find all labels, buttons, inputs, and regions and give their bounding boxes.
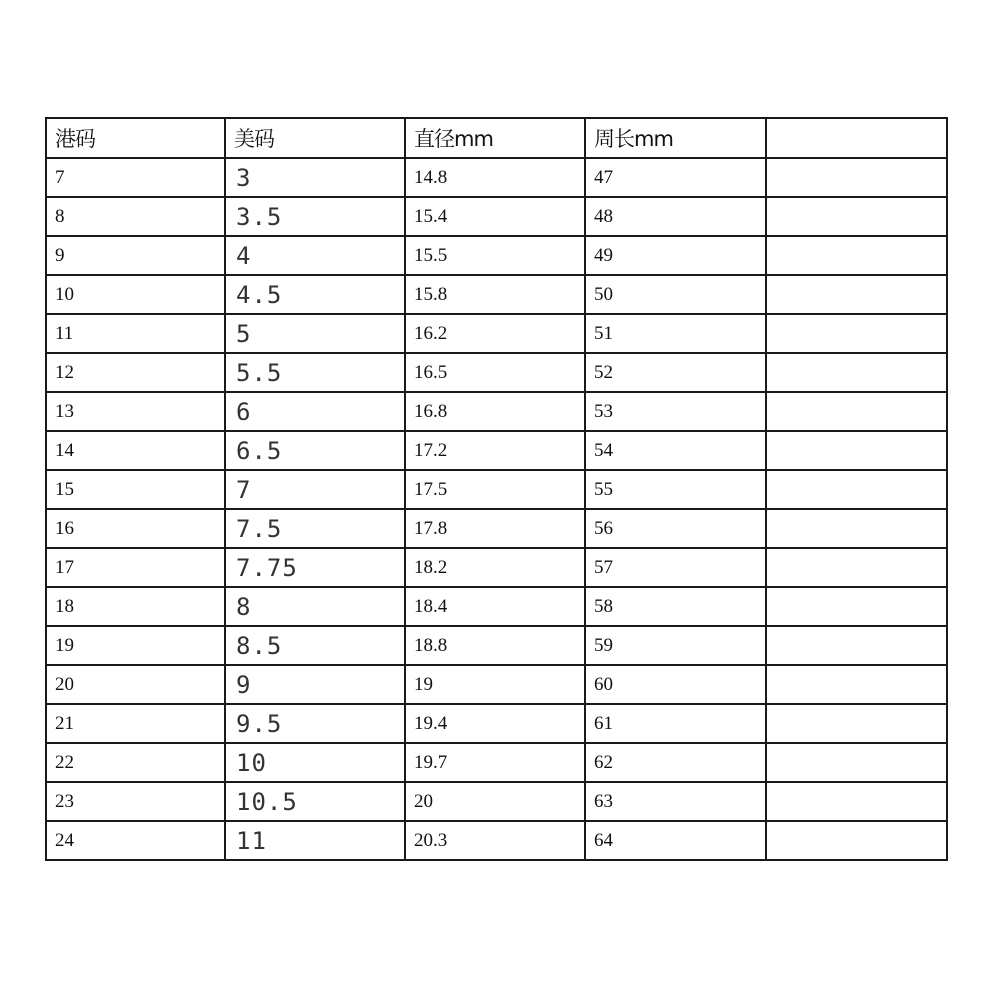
cell-circumference: 47 xyxy=(585,158,766,197)
table-row xyxy=(46,470,947,509)
cell-empty xyxy=(766,314,947,353)
cell-diameter: 17.8 xyxy=(405,509,585,548)
cell-empty xyxy=(766,587,947,626)
cell-hk-size: 11 xyxy=(46,314,225,353)
cell-diameter: 19 xyxy=(405,665,585,704)
cell-hk-size: 23 xyxy=(46,782,225,821)
cell-us-size: 8 xyxy=(225,587,405,626)
cell-circumference: 62 xyxy=(585,743,766,782)
table-row xyxy=(46,158,947,197)
cell-us-size: 6.5 xyxy=(225,431,405,470)
table-row xyxy=(46,665,947,704)
cell-circumference: 48 xyxy=(585,197,766,236)
cell-us-size: 9 xyxy=(225,665,405,704)
table-row xyxy=(46,197,947,236)
cell-circumference: 49 xyxy=(585,236,766,275)
cell-hk-size: 21 xyxy=(46,704,225,743)
cell-hk-size: 12 xyxy=(46,353,225,392)
cell-us-size: 4.5 xyxy=(225,275,405,314)
cell-diameter: 20 xyxy=(405,782,585,821)
cell-us-size: 6 xyxy=(225,392,405,431)
cell-circumference: 53 xyxy=(585,392,766,431)
cell-diameter: 16.2 xyxy=(405,314,585,353)
cell-empty xyxy=(766,392,947,431)
cell-hk-size: 14 xyxy=(46,431,225,470)
cell-diameter: 18.8 xyxy=(405,626,585,665)
table-row xyxy=(46,704,947,743)
cell-hk-size: 18 xyxy=(46,587,225,626)
cell-diameter: 19.4 xyxy=(405,704,585,743)
cell-diameter: 16.8 xyxy=(405,392,585,431)
cell-circumference: 54 xyxy=(585,431,766,470)
cell-us-size: 5 xyxy=(225,314,405,353)
cell-us-size: 4 xyxy=(225,236,405,275)
cell-hk-size: 16 xyxy=(46,509,225,548)
cell-us-size: 3.5 xyxy=(225,197,405,236)
cell-us-size: 5.5 xyxy=(225,353,405,392)
cell-diameter: 15.8 xyxy=(405,275,585,314)
cell-circumference: 61 xyxy=(585,704,766,743)
header-empty xyxy=(766,118,947,158)
cell-empty xyxy=(766,782,947,821)
cell-us-size: 3 xyxy=(225,158,405,197)
cell-diameter: 16.5 xyxy=(405,353,585,392)
header-row xyxy=(46,118,947,158)
cell-hk-size: 10 xyxy=(46,275,225,314)
cell-us-size: 10 xyxy=(225,743,405,782)
cell-hk-size: 15 xyxy=(46,470,225,509)
cell-empty xyxy=(766,470,947,509)
table-row xyxy=(46,743,947,782)
cell-circumference: 63 xyxy=(585,782,766,821)
cell-empty xyxy=(766,821,947,860)
table-row xyxy=(46,821,947,860)
cell-empty xyxy=(766,704,947,743)
cell-empty xyxy=(766,197,947,236)
table-row xyxy=(46,587,947,626)
cell-diameter: 15.5 xyxy=(405,236,585,275)
cell-circumference: 58 xyxy=(585,587,766,626)
cell-us-size: 11 xyxy=(225,821,405,860)
table-body xyxy=(46,158,947,860)
cell-hk-size: 8 xyxy=(46,197,225,236)
cell-diameter: 14.8 xyxy=(405,158,585,197)
cell-us-size: 7 xyxy=(225,470,405,509)
table-row xyxy=(46,314,947,353)
cell-circumference: 60 xyxy=(585,665,766,704)
cell-empty xyxy=(766,665,947,704)
table-row xyxy=(46,782,947,821)
cell-circumference: 50 xyxy=(585,275,766,314)
cell-hk-size: 19 xyxy=(46,626,225,665)
cell-diameter: 18.4 xyxy=(405,587,585,626)
header-hk-size: 港码 xyxy=(46,118,225,158)
cell-diameter: 15.4 xyxy=(405,197,585,236)
cell-empty xyxy=(766,548,947,587)
table-row xyxy=(46,509,947,548)
cell-empty xyxy=(766,743,947,782)
cell-empty xyxy=(766,431,947,470)
table-header xyxy=(46,118,947,158)
cell-us-size: 10.5 xyxy=(225,782,405,821)
header-circumference: 周长mm xyxy=(585,118,766,158)
cell-us-size: 8.5 xyxy=(225,626,405,665)
table-row xyxy=(46,275,947,314)
table-row xyxy=(46,431,947,470)
cell-us-size: 9.5 xyxy=(225,704,405,743)
table-row xyxy=(46,626,947,665)
cell-hk-size: 22 xyxy=(46,743,225,782)
cell-circumference: 52 xyxy=(585,353,766,392)
cell-empty xyxy=(766,275,947,314)
cell-diameter: 17.2 xyxy=(405,431,585,470)
cell-circumference: 64 xyxy=(585,821,766,860)
cell-empty xyxy=(766,509,947,548)
cell-us-size: 7.5 xyxy=(225,509,405,548)
cell-hk-size: 20 xyxy=(46,665,225,704)
header-diameter: 直径mm xyxy=(405,118,585,158)
cell-empty xyxy=(766,158,947,197)
table-row xyxy=(46,353,947,392)
cell-diameter: 19.7 xyxy=(405,743,585,782)
header-us-size: 美码 xyxy=(225,118,405,158)
cell-circumference: 57 xyxy=(585,548,766,587)
cell-circumference: 59 xyxy=(585,626,766,665)
cell-circumference: 56 xyxy=(585,509,766,548)
cell-diameter: 18.2 xyxy=(405,548,585,587)
cell-empty xyxy=(766,626,947,665)
cell-circumference: 55 xyxy=(585,470,766,509)
cell-us-size: 7.75 xyxy=(225,548,405,587)
ring-size-table xyxy=(45,117,948,861)
cell-diameter: 17.5 xyxy=(405,470,585,509)
cell-hk-size: 9 xyxy=(46,236,225,275)
cell-hk-size: 17 xyxy=(46,548,225,587)
table-row xyxy=(46,548,947,587)
cell-diameter: 20.3 xyxy=(405,821,585,860)
cell-empty xyxy=(766,353,947,392)
cell-hk-size: 13 xyxy=(46,392,225,431)
cell-hk-size: 24 xyxy=(46,821,225,860)
cell-hk-size: 7 xyxy=(46,158,225,197)
cell-empty xyxy=(766,236,947,275)
cell-circumference: 51 xyxy=(585,314,766,353)
table-row xyxy=(46,236,947,275)
table-row xyxy=(46,392,947,431)
